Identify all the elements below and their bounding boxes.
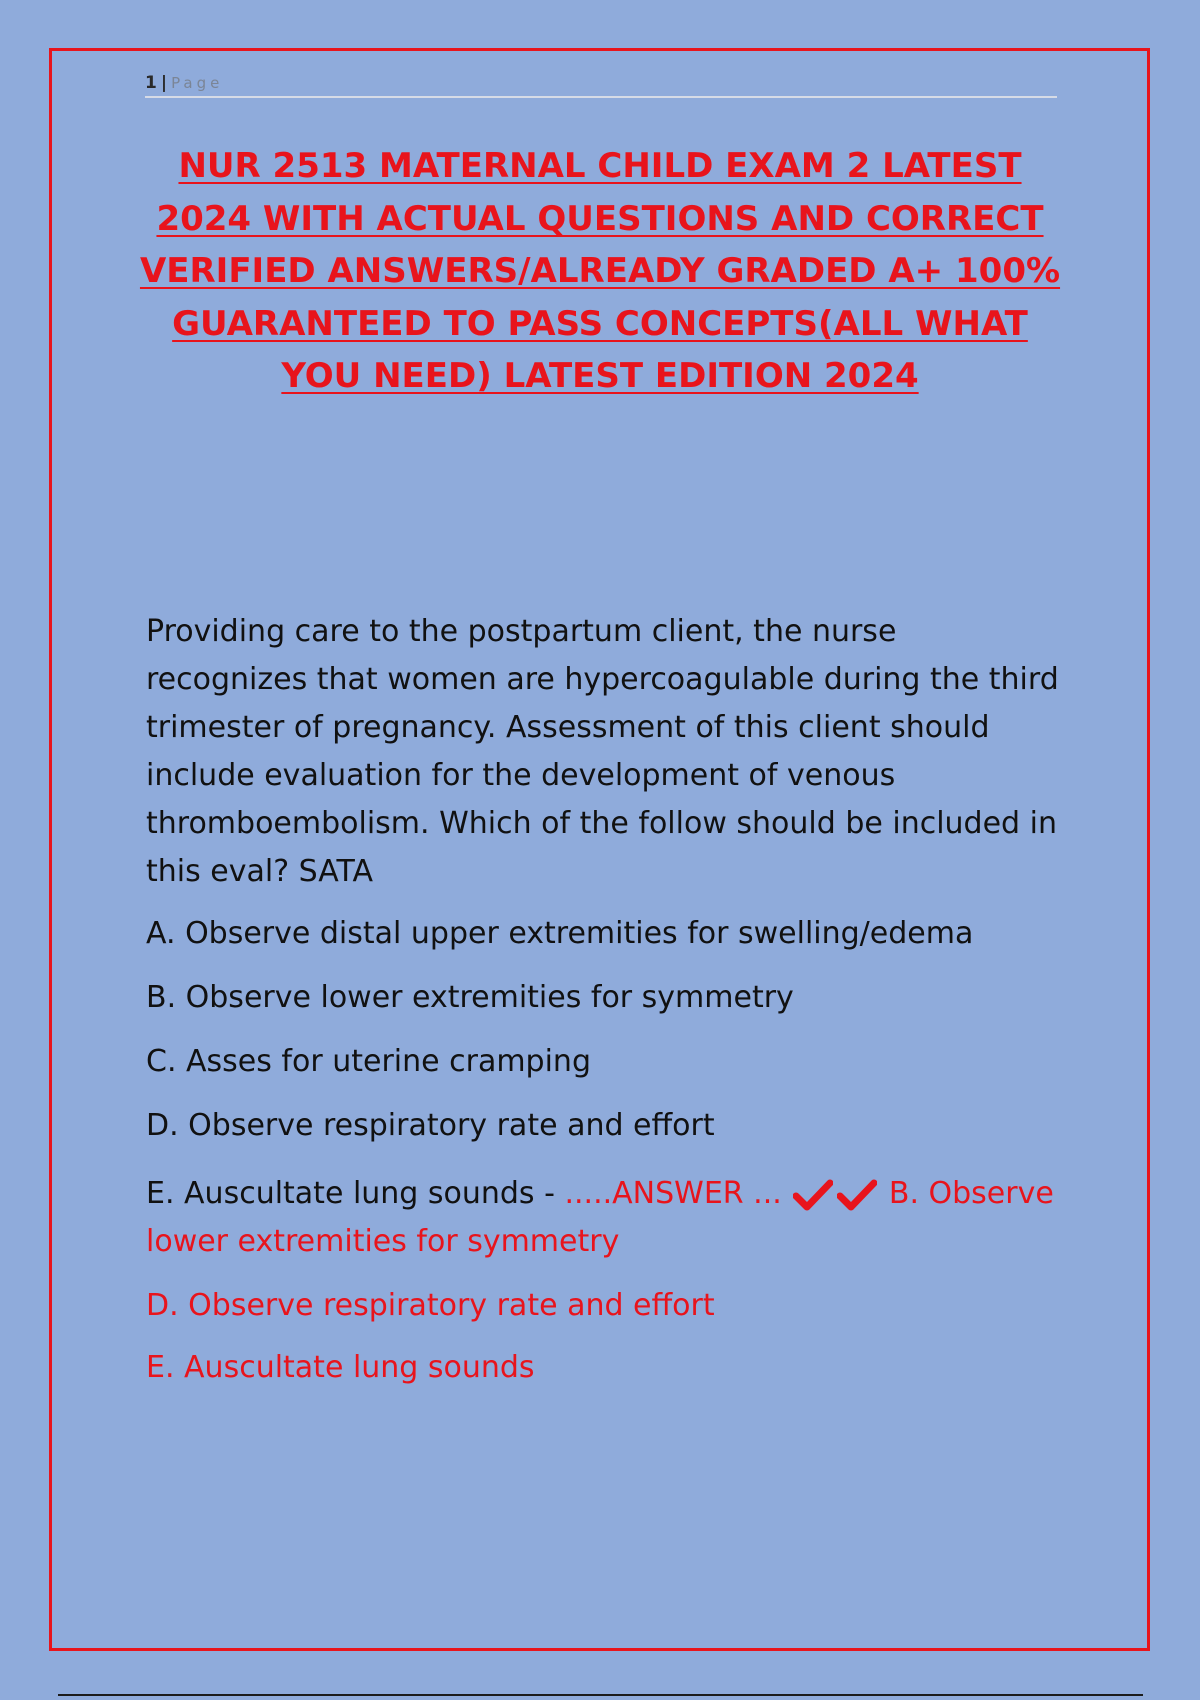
check-mark-icon [837,1178,877,1212]
option-a: A. Observe distal upper extremities for swelling/edema [146,916,974,951]
answer-e: E. Auscultate lung sounds [146,1350,535,1385]
page-separator: | [160,73,168,93]
answer-b: B. Observe lower extremities for symmetry [146,1176,1054,1259]
question-text: Providing care to the postpartum client, the nurse recognizes that women are hypercoagulable during the third trimester of pregnancy. Assessment of this client should include evaluation for the development of venous thromboembolism. Which of the follow should be included in this eval? SATA [146,614,1059,889]
option-e: E. Auscultate lung sounds - [146,1176,565,1211]
option-e-line [146,1170,1066,1266]
option-b: B. Observe lower extremities for symmetry [146,980,794,1015]
question-block [146,608,1066,1392]
option-c: C. Asses for uterine cramping [146,1044,591,1079]
check-mark-icon [793,1178,833,1212]
page-header [145,70,1057,98]
answer-marker: .....ANSWER ... [564,1176,782,1211]
answer-d: D. Observe respiratory rate and effort [146,1288,715,1323]
page-number: 1 [145,73,157,93]
page-label: Page [171,74,224,92]
option-d: D. Observe respiratory rate and effort [146,1108,715,1143]
bottom-rule [58,1694,1143,1696]
document-title: NUR 2513 MATERNAL CHILD EXAM 2 LATEST 2024 WITH ACTUAL QUESTIONS AND CORRECT VERIFIED ANSWERS/ALREADY GRADED A+ 100% GUARANTEED TO PASS CONCEPTS(ALL WHAT YOU NEED) LATEST EDITION 2024 [139,146,1061,396]
